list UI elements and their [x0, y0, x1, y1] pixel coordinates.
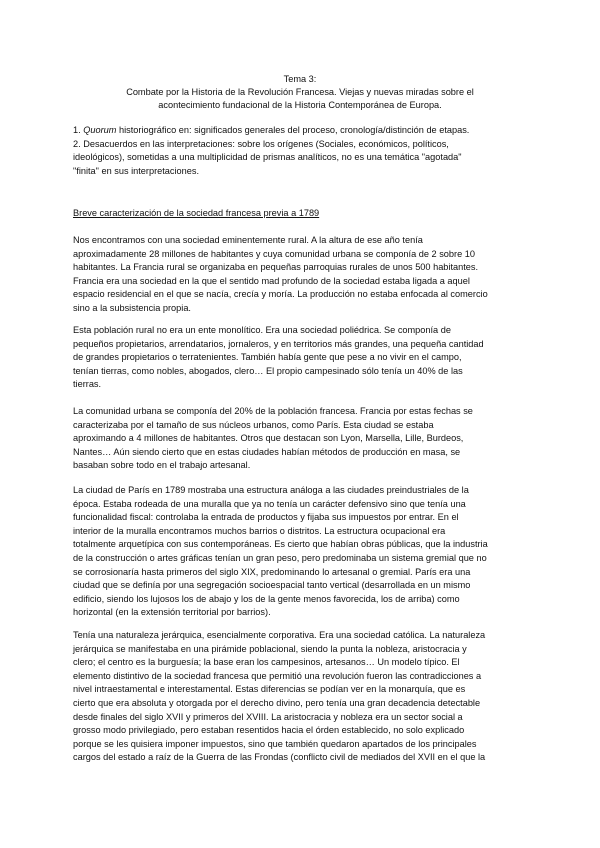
title-line: Combate por la Historia de la Revolución Francesa. Viejas y nuevas miradas sobre el [126, 87, 474, 97]
point-2-line: 2. Desacuerdos en las interpretaciones: sobre los orígenes (Sociales, económicos, políticos, [73, 138, 449, 149]
paragraph-line: Esta población rural no era un ente monolítico. Era una sociedad poliédrica. Se componía de [73, 325, 451, 335]
point-1 [73, 124, 535, 138]
paragraph-line: tenían tierras, como nobles, abogados, clero… El propio campesinado sólo tenía un 40% de las [73, 365, 463, 376]
paragraph-2 [73, 324, 535, 392]
paragraph-line: grosso modo privilegiado, pero estaban resentidos hacia el órden establecido, no solo explicado [73, 725, 465, 736]
paragraph-line: ciudad que se definía por una segregación socioespacial tanto vertical (desarrollada en un mismo [73, 580, 471, 591]
paragraph-line: habitantes. La Francia rural se organizaba en pequeñas parroquias rurales de unos 500 habitantes. [73, 262, 479, 273]
quorum-term: Quorum [83, 125, 117, 135]
paragraph-line: cierto que era absoluta y otorgada por el derecho divino, pero tenía una gran decadencia detectable [73, 697, 481, 708]
paragraph-line: cargos del estado a raíz de la Guerra de las Frondas (conflicto civil de mediados del XVII en el que la [73, 752, 486, 763]
paragraph-line: interior de la muralla encontramos muchos barrios o distritos. La estructura ocupacional era [73, 525, 446, 536]
paragraph-line: época. Estaba rodeada de una muralla que ya no tenía un carácter defensivo sino que tenía una [73, 498, 466, 509]
paragraph-line: aproximadamente 28 millones de habitantes y cuya comunidad urbana se componía de 2 sobre 10 [73, 248, 475, 259]
paragraph-line: de la construcción o artes gráficas tenían un gran peso, pero predominaba un sistema gremial que no [73, 552, 487, 563]
point-1-number: 1. [73, 125, 81, 135]
paragraph-line: Nos encontramos con una sociedad eminentemente rural. A la altura de ese año tenía [73, 235, 423, 245]
paragraph-line: desde finales del siglo XVII y primeros del XVIII. La aristocracia y nobleza era un sector social a [73, 711, 463, 722]
paragraph-line: jerárquica se manifestaba en una pirámide poblacional, siendo la punta la nobleza, aristocracia y [73, 643, 467, 654]
point-2-line: ideológicos), sometidas a una multiplicidad de prismas analíticos, no es una temática "agotada" [73, 152, 462, 163]
paragraph-line: aproximando a 4 millones de habitantes. Otros que destacan son Lyon, Marsella, Lille, Burdeos, [73, 433, 464, 444]
paragraph-line: elemento distintivo de la sociedad francesa que permitió una revolución fueron las contradicciones a [73, 670, 482, 681]
topic-label: Tema 3: [283, 74, 317, 84]
paragraph-line: espacio residencial en el que se nacía, crecía y moría. La producción no estaba enfocada al comercio [73, 289, 488, 300]
paragraph-1 [73, 234, 535, 316]
point-2-line: "finita" en sus interpretaciones. [73, 165, 200, 176]
paragraph-line: La comunidad urbana se componía del 20% de la población francesa. Francia por estas fechas se [73, 406, 473, 416]
paragraph-line: Nantes… Aún siendo cierto que en estas ciudades habían métodos de producción en masa, se [73, 446, 461, 457]
points-list [73, 124, 535, 178]
paragraph-line: se corrosionaría hasta primeros del siglo XIX, predominando lo artesanal o gremial. París era una [73, 566, 471, 577]
paragraph-5 [73, 629, 535, 765]
paragraph-line: Tenía una naturaleza jerárquica, esencialmente corporativa. Era una sociedad católica. La naturaleza [73, 630, 486, 640]
title-line: acontecimiento fundacional de la Historia Contemporánea de Europa. [158, 100, 442, 110]
paragraph-line: nivel intraestamental e interestamental. Estas diferencias se podían ver en la monarquía, que es [73, 684, 466, 695]
paragraph-3 [73, 405, 535, 473]
paragraph-line: clero; el centro es la burguesía; la base eran los campesinos, artesanos… Un modelo típico. El [73, 657, 460, 668]
paragraph-line: porque se les quisiera imponer impuestos, sino que también quedaron apartados de los principales [73, 738, 477, 749]
paragraph-line: funcionalidad fiscal: controlaba la entrada de productos y fijaba sus impuestos por entrar. En el [73, 512, 459, 523]
section-heading: Breve caracterización de la sociedad francesa previa a 1789 [73, 208, 320, 218]
paragraph-line: pequeños propietarios, arrendatarios, jornaleros, y en territorios más grandes, una pequeña cantidad [73, 338, 484, 349]
paragraph-line: tierras. [73, 379, 102, 390]
paragraph-line: totalmente arquetípica con sus contemporáneas. Es cierto que habían obras públicas, que la industria [73, 539, 488, 550]
paragraph-line: basaban sobre todo en el trabajo artesanal. [73, 460, 251, 471]
point-1-text: historiográfico en: significados generales del proceso, cronología/distinción de etapas. [119, 125, 470, 135]
paragraph-line: horizontal (en la extensión territorial por barrios). [73, 607, 271, 618]
paragraph-line: de grandes propietarios o terratenientes. También había gente que pese a no vivir en el campo, [73, 352, 462, 363]
paragraph-line: sino a la subsistencia propia. [73, 302, 191, 313]
paragraph-line: caracterizaba por el tamaño de sus núcleos urbanos, como París. Esta ciudad se estaba [73, 419, 434, 430]
paragraph-4 [73, 484, 535, 620]
document-header [60, 73, 540, 112]
paragraph-line: La ciudad de París en 1789 mostraba una estructura análoga a las ciudades preindustriales de la [73, 485, 469, 495]
paragraph-line: Francia era una sociedad en la que el sentido mad profundo de la sociedad estaba ligada a aquel [73, 275, 470, 286]
paragraph-line: edificio, siendo los lujosos los de abajo y los de la gente menos favorecida, los de arriba) como [73, 593, 460, 604]
